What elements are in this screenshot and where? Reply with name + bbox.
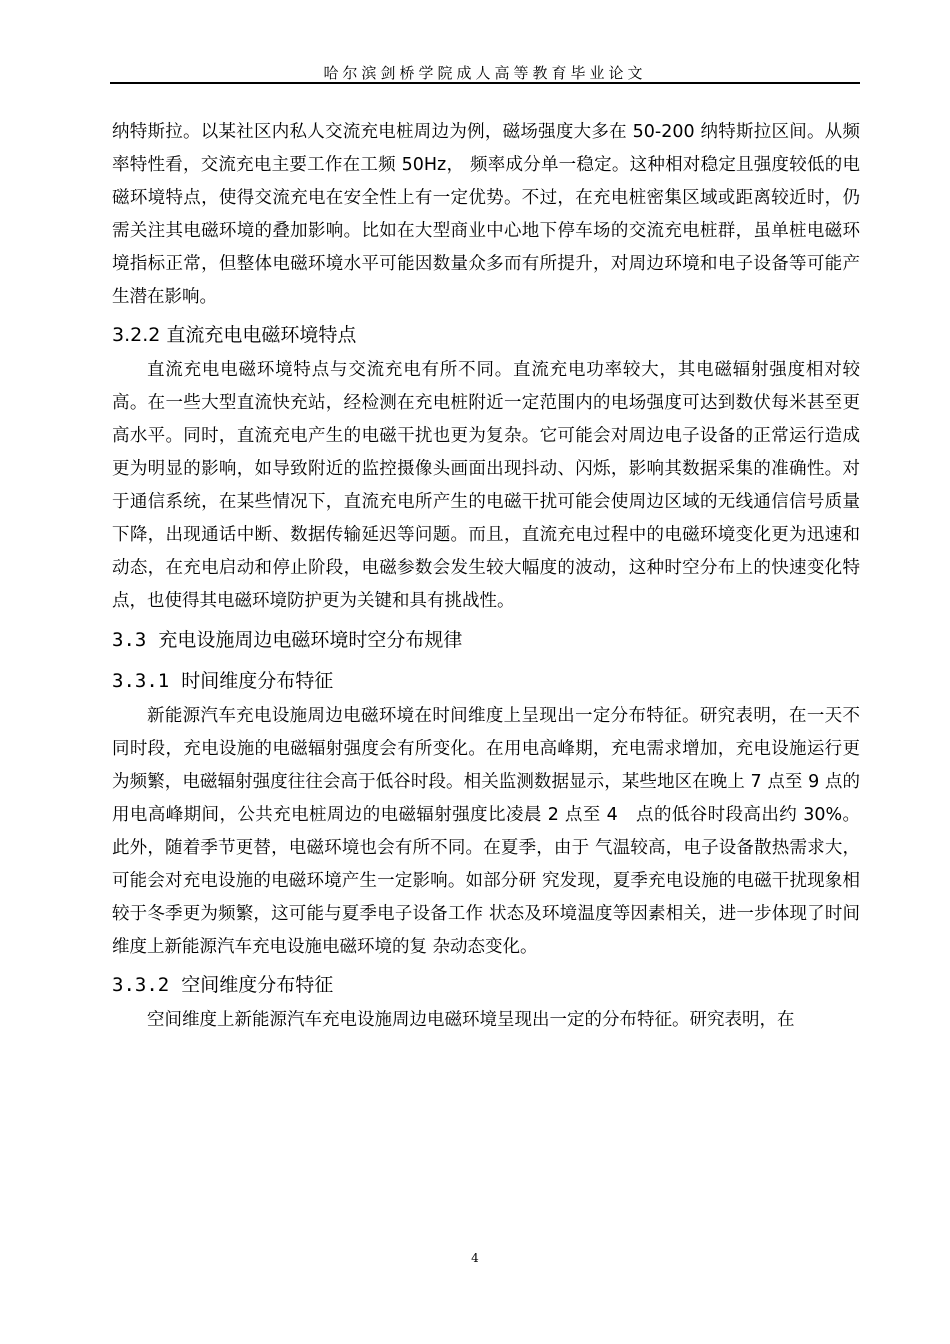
section-number: 3.3 — [112, 629, 147, 651]
section-heading-3-3 — [112, 620, 860, 660]
section-heading-3-3-1 — [112, 662, 860, 700]
section-number: 3.3.2 — [112, 974, 170, 996]
paragraph-4: 空间维度上新能源汽车充电设施周边电磁环境呈现出一定的分布特征。研究表明，在 — [147, 1010, 795, 1030]
section-title: 空间维度分布特征 — [181, 974, 334, 996]
section-title: 充电设施周边电磁环境时空分布规律 — [158, 629, 463, 651]
header-rule — [110, 82, 860, 84]
running-header: 哈尔滨剑桥学院成人高等教育毕业论文 — [323, 64, 647, 82]
paragraph-2: 直流充电电磁环境特点与交流充电有所不同。直流充电功率较大，其电磁辐射强度相对较高。在一些大型直流快充站，经检测在充电桩附近一定范围内的电场强度可达到数伏每米甚至更高水平。同时，直流充电产生的电磁干扰也更为复杂。它可能会对周边电子设备的正常运行造成更为明显的影响，如导致附近的监控摄像头画面出现抖动、闪烁，影响其数据采集的准确性。对于通信系统，在某些情况下，直流充电所产生的电磁干扰可能会使周边区域的无线通信信号质量下降，出现通话中断、数据传输延迟等问题。而且，直流充电过程中的电磁环境变化更为迅速和动态，在充电启动和停止阶段，电磁参数会发生较大幅度的波动，这种时空分布上的快速变化特点，也使得其电磁环境防护更为关键和具有挑战性。 — [112, 360, 860, 611]
section-title: 时间维度分布特征 — [181, 670, 334, 692]
section-heading-3-3-2 — [112, 966, 860, 1004]
paragraph-3: 新能源汽车充电设施周边电磁环境在时间维度上呈现出一定分布特征。研究表明，在一天不同时段，充电设施的电磁辐射强度会有所变化。在用电高峰期，充电需求增加，充电设施运行更为频繁，电磁辐射强度往往会高于低谷时段。相关监测数据显示，某些地区在晚上 7 点至 9 点的用电高峰期间，公共充电桩周边的电磁辐射强度比凌晨 2 点至 4 点的低谷时段高出约 30%。此外，随着季节更替，电磁环境也会有所不同。在夏季，由于 气温较高，电子设备散热需求大，可能会对充电设施的电磁环境产生一定影响。如部分研 究发现，夏季充电设施的电磁干扰现象相较于冬季更为频繁，这可能与夏季电子设备工作 状态及环境温度等因素相关，进一步体现了时间维度上新能源汽车充电设施电磁环境的复 杂动态变化。 — [112, 706, 860, 957]
section-heading-3-2-2: 3.2.2 直流充电电磁环境特点 — [112, 324, 357, 346]
paragraph-1: 纳特斯拉。以某社区内私人交流充电桩周边为例，磁场强度大多在 50-200 纳特斯拉区间。从频率特性看，交流充电主要工作在工频 50Hz， 频率成分单一稳定。这种相对稳定且强度较低的电磁环境特点，使得交流充电在安全性上有一定优势。不过，在充电桩密集区域或距离较近时，仍需关注其电磁环境的叠加影响。比如在大型商业中心地下停车场的交流充电桩群，虽单桩电磁环境指标正常，但整体电磁环境水平可能因数量众多而有所提升，对周边环境和电子设备等可能产生潜在影响。 — [112, 122, 860, 307]
body-text — [112, 116, 860, 1037]
section-number: 3.3.1 — [112, 670, 170, 692]
page-number: 4 — [471, 1251, 479, 1265]
